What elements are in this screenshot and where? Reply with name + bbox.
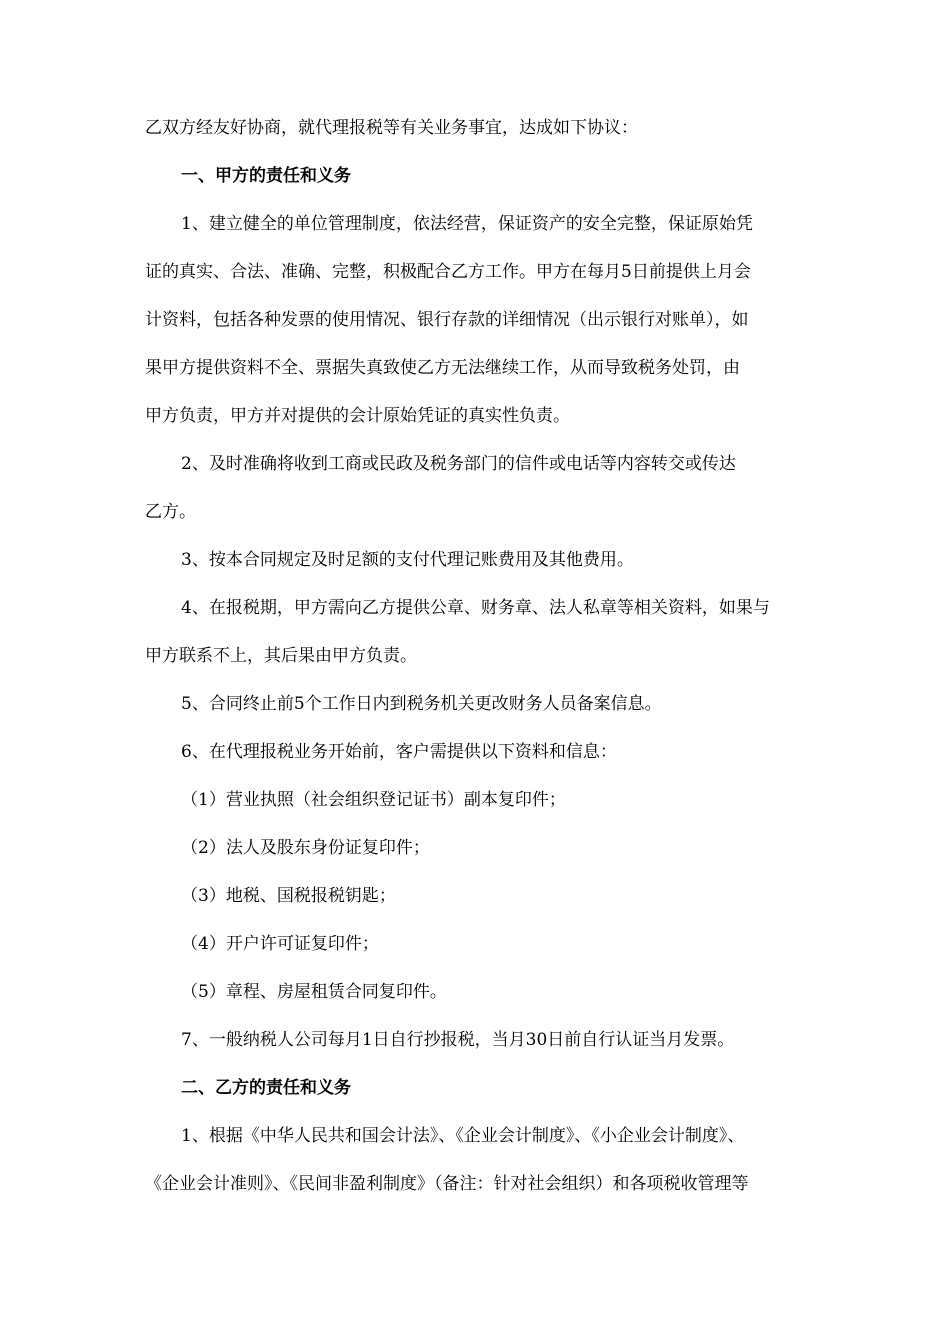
- clause-a3: 3、按本合同规定及时足额的支付代理记账费用及其他费用。: [181, 550, 634, 570]
- clause-a1-line-5: 甲方负责，甲方并对提供的会计原始凭证的真实性负责。: [145, 406, 570, 426]
- clause-a6-item-2: （2）法人及股东身份证复印件；: [181, 838, 430, 858]
- clause-a6-item-3: （3）地税、国税报税钥匙；: [181, 886, 396, 906]
- clause-b1-line-1: 1、根据《中华人民共和国会计法》、《企业会计制度》、《小企业会计制度》、: [181, 1126, 745, 1146]
- clause-a1-line-4: 果甲方提供资料不全、票据失真致使乙方无法继续工作，从而导致税务处罚，由: [145, 358, 740, 378]
- clause-a4-line-2: 甲方联系不上，其后果由甲方负责。: [145, 646, 417, 666]
- clause-a6-item-5: （5）章程、房屋租赁合同复印件。: [181, 982, 447, 1002]
- clause-a7: 7、一般纳税人公司每月1日自行抄报税，当月30日前自行认证当月发票。: [181, 1030, 735, 1050]
- clause-a6: 6、在代理报税业务开始前，客户需提供以下资料和信息：: [181, 742, 617, 762]
- clause-a5: 5、合同终止前5个工作日内到税务机关更改财务人员备案信息。: [181, 694, 662, 714]
- clause-a1-line-2: 证的真实、合法、准确、完整，积极配合乙方工作。甲方在每月5日前提供上月会: [145, 262, 751, 282]
- clause-a1-line-3: 计资料，包括各种发票的使用情况、银行存款的详细情况（出示银行对账单），如: [145, 310, 749, 330]
- clause-a6-item-1: （1）营业执照（社会组织登记证书）副本复印件；: [181, 790, 566, 810]
- clause-b1-line-2: 《企业会计准则》、《民间非盈利制度》（备注：针对社会组织）和各项税收管理等: [145, 1174, 749, 1194]
- paragraph-intro-continuation: 乙双方经友好协商，就代理报税等有关业务事宜，达成如下协议：: [145, 118, 638, 138]
- clause-a4-line-1: 4、在报税期，甲方需向乙方提供公章、财务章、法人私章等相关资料，如果与: [181, 598, 770, 618]
- clause-a6-item-4: （4）开户许可证复印件；: [181, 934, 379, 954]
- section-heading-party-a: 一、甲方的责任和义务: [181, 166, 351, 186]
- clause-a1-line-1: 1、建立健全的单位管理制度，依法经营，保证资产的安全完整，保证原始凭: [181, 214, 753, 234]
- section-heading-party-b: 二、乙方的责任和义务: [181, 1078, 351, 1098]
- clause-a2-line-2: 乙方。: [145, 502, 196, 522]
- clause-a2-line-1: 2、及时准确将收到工商或民政及税务部门的信件或电话等内容转交或传达: [181, 454, 736, 474]
